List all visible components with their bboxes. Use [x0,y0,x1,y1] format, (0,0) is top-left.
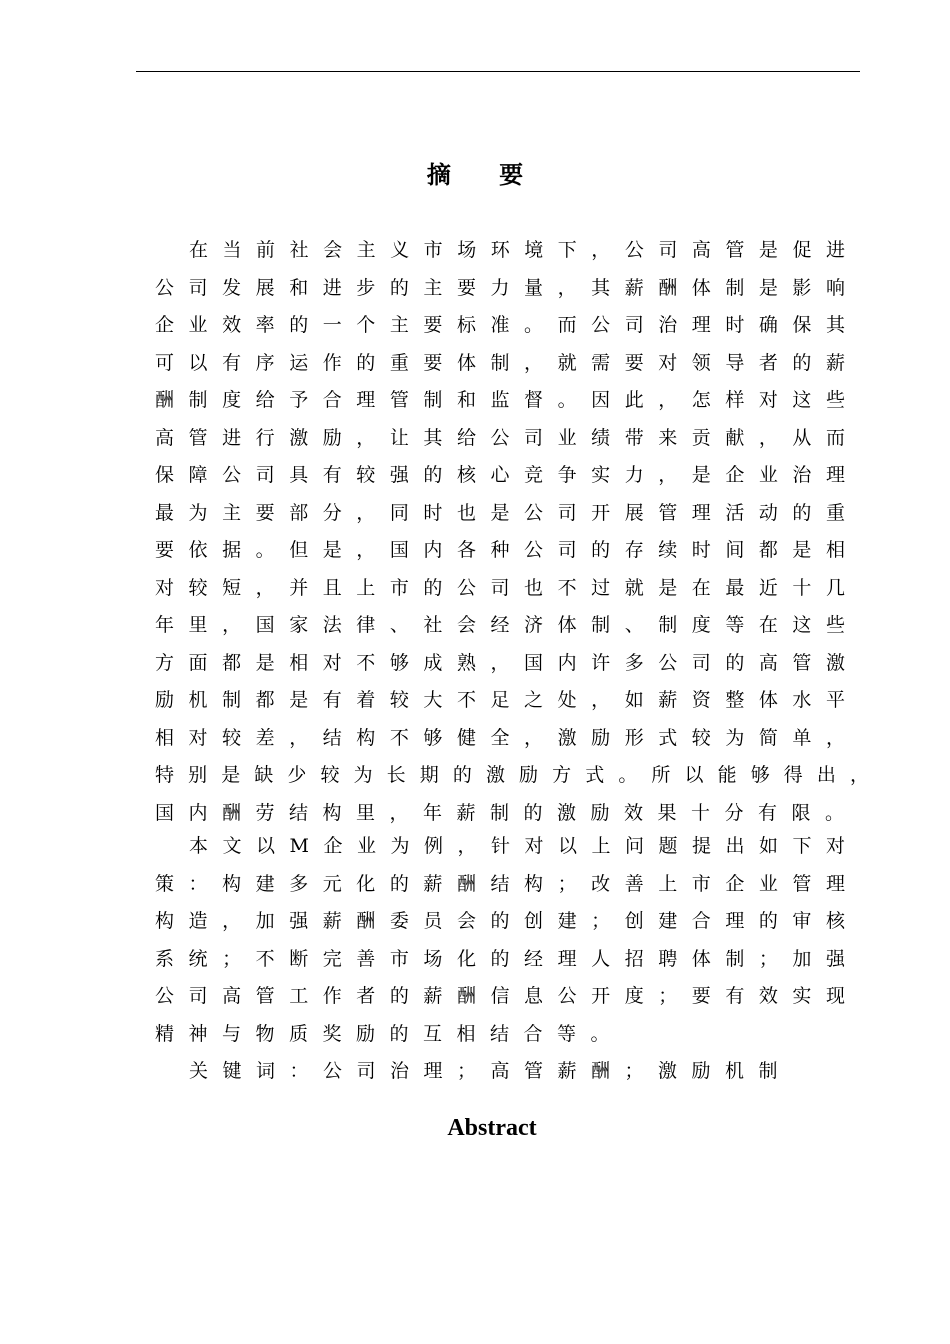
paragraph-line: 国内酬劳结构里，年薪制的激励效果十分有限。 [155,801,859,824]
paragraph-line: 保障公司具有较强的核心竞争实力，是企业治理 [155,464,845,486]
paragraph-line: 方面都是相对不够成熟，国内许多公司的高管激 [155,651,845,674]
paragraph-line: 公司高管工作者的薪酬信息公开度；要有效实现 [155,985,845,1007]
paragraph-line: 精神与物质奖励的互相结合等。 [155,1022,625,1045]
paragraph-line: 在当前社会主义市场环境下，公司高管是促进 [189,239,845,261]
paragraph-line: 系统；不断完善市场化的经理人招聘体制；加强 [155,947,845,970]
page-title: 摘 要 [426,161,544,189]
paragraph-line: 本文以M企业为例，针对以上问题提出如下对 [189,835,845,857]
abstract-body [155,232,869,1091]
paragraph-line: 构造，加强薪酬委员会的创建；创建合理的审核 [155,910,845,932]
paragraph-line: 对较短，并且上市的公司也不过就是在最近十几 [155,576,845,599]
paragraph-line: 可以有序运作的重要体制，就需要对领导者的薪 [155,351,845,374]
header-rule [136,71,860,72]
paragraph-line: 要依据。但是，国内各种公司的存续时间都是相 [155,539,845,561]
keywords: 关键词：公司治理；高管薪酬；激励机制 [189,1060,793,1082]
paragraph-line: 相对较差，结构不够健全，激励形式较为简单， [155,726,845,749]
paragraph-line: 特别是缺少较为长期的激励方式。所以能够得出， [155,764,869,786]
paragraph-line: 策：构建多元化的薪酬结构；改善上市企业管理 [155,872,845,895]
paragraph-line: 酬制度给予合理管制和监督。因此，怎样对这些 [155,389,845,411]
paragraph-line: 最为主要部分，同时也是公司开展管理活动的重 [155,501,845,524]
paragraph-line: 企业效率的一个主要标准。而公司治理时确保其 [155,314,845,336]
paragraph-line: 年里，国家法律、社会经济体制、制度等在这些 [155,614,845,636]
abstract-heading: Abstract [447,1115,537,1141]
paragraph-line: 励机制都是有着较大不足之处，如薪资整体水平 [155,689,845,711]
paragraph-line: 公司发展和进步的主要力量，其薪酬体制是影响 [155,276,845,299]
paragraph-line: 高管进行激励，让其给公司业绩带来贡献，从而 [155,426,845,449]
